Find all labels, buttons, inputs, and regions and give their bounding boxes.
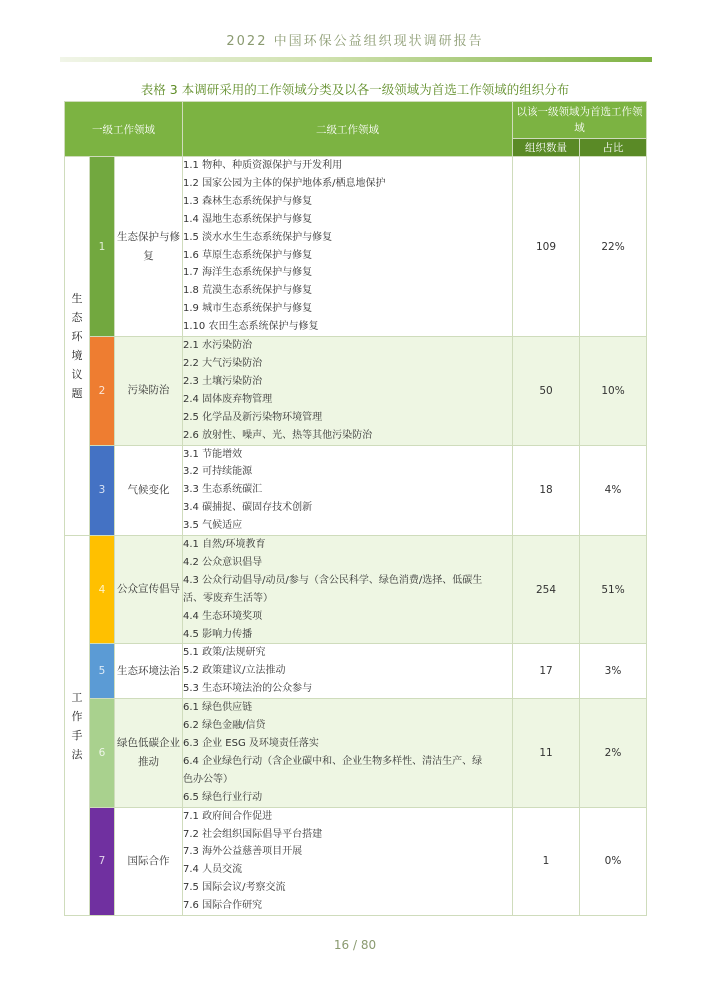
level2-list (183, 699, 513, 807)
category-label: 生态环境议题 (71, 292, 83, 401)
level2-item: 2.6 放射性、噪声、光、热等其他污染防治 (183, 429, 373, 441)
table-row (65, 644, 647, 699)
level2-item: 1.4 湿地生态系统保护与修复 (183, 213, 313, 225)
org-share: 22% (580, 157, 647, 337)
level1-name: 绿色低碳企业推动 (115, 699, 183, 807)
org-share: 2% (580, 699, 647, 807)
level1-number: 2 (90, 337, 115, 445)
level2-item: 2.3 土壤污染防治 (183, 375, 263, 387)
org-count: 50 (513, 337, 580, 445)
header-group: 以该一级领域为首选工作领域 (513, 102, 647, 139)
org-count: 18 (513, 445, 580, 536)
level2-item: 2.5 化学品及新污染物环境管理 (183, 411, 323, 423)
table-row (65, 807, 647, 915)
level2-item: 5.3 生态环境法治的公众参与 (183, 683, 313, 695)
org-share: 51% (580, 536, 647, 644)
header-share: 占比 (580, 139, 647, 157)
level1-name: 气候变化 (115, 445, 183, 536)
level2-list (183, 807, 513, 915)
table-caption: 表格 3 本调研采用的工作领域分类及以各一级领域为首选工作领域的组织分布 (140, 82, 570, 97)
header-level1: 一级工作领域 (65, 102, 183, 157)
level1-name: 国际合作 (115, 807, 183, 915)
level2-item: 1.5 淡水水生生态系统保护与修复 (183, 231, 333, 243)
level2-item: 7.5 国际会议/考察交流 (183, 882, 286, 894)
level2-item: 3.2 可持续能源 (183, 466, 253, 478)
level2-item: 6.5 绿色行业行动 (183, 791, 263, 803)
table-row (65, 445, 647, 536)
org-count: 17 (513, 644, 580, 699)
org-count: 109 (513, 157, 580, 337)
org-count: 254 (513, 536, 580, 644)
level1-number: 6 (90, 699, 115, 807)
category-cell (65, 157, 90, 536)
level2-item: 1.8 荒漠生态系统保护与修复 (183, 285, 313, 297)
level2-list (183, 157, 513, 337)
level2-item: 4.2 公众意识倡导 (183, 556, 263, 568)
level1-name: 污染防治 (115, 337, 183, 445)
level2-item: 3.3 生态系统碳汇 (183, 484, 263, 496)
table-row (65, 157, 647, 337)
level2-item: 4.1 自然/环境教育 (183, 539, 266, 551)
org-count: 11 (513, 699, 580, 807)
level2-item: 1.1 物种、种质资源保护与开发利用 (183, 160, 343, 171)
category-cell (65, 536, 90, 916)
level2-item: 1.2 国家公园为主体的保护地体系/栖息地保护 (183, 177, 386, 189)
level2-item: 3.1 节能增效 (183, 448, 243, 460)
level1-number: 7 (90, 807, 115, 915)
level2-item: 6.4 企业绿色行动（含企业碳中和、企业生物多样性、清洁生产、绿 (183, 755, 483, 767)
work-area-table (64, 101, 647, 916)
header-count: 组织数量 (513, 139, 580, 157)
level1-name: 生态保护与修复 (115, 157, 183, 337)
level1-number: 3 (90, 445, 115, 536)
level2-item: 活、零废弃生活等） (183, 592, 274, 604)
level1-number: 1 (90, 157, 115, 337)
level2-item: 3.5 气候适应 (183, 520, 243, 532)
level1-name: 公众宣传倡导 (115, 536, 183, 644)
level2-item: 6.3 企业 ESG 及环境责任落实 (183, 738, 319, 749)
level2-item: 1.3 森林生态系统保护与修复 (183, 195, 313, 207)
report-title: 2022 中国环保公益组织现状调研报告 (226, 34, 484, 49)
table-row (65, 337, 647, 445)
level2-item: 5.1 政策/法规研究 (183, 647, 266, 659)
level1-number: 5 (90, 644, 115, 699)
level2-item: 5.2 政策建议/立法推动 (183, 665, 286, 677)
org-share: 3% (580, 644, 647, 699)
level2-item: 色办公等） (183, 773, 234, 785)
level2-item: 1.6 草原生态系统保护与修复 (183, 249, 313, 261)
category-label: 工作手法 (71, 690, 83, 761)
page-number: 16 / 80 (333, 938, 377, 952)
level2-item: 4.5 影响力传播 (183, 628, 253, 640)
level2-item: 2.4 固体废弃物管理 (183, 393, 273, 405)
level2-item: 4.4 生态环境奖项 (183, 610, 263, 622)
level2-list (183, 644, 513, 699)
level2-list (183, 337, 513, 445)
level2-item: 2.1 水污染防治 (183, 340, 253, 352)
level2-item: 7.6 国际合作研究 (183, 900, 263, 912)
level2-list (183, 536, 513, 644)
level2-item: 2.2 大气污染防治 (183, 357, 263, 369)
org-share: 4% (580, 445, 647, 536)
level2-list (183, 445, 513, 536)
level2-item: 1.9 城市生态系统保护与修复 (183, 303, 313, 315)
level2-item: 1.7 海洋生态系统保护与修复 (183, 267, 313, 279)
level1-number: 4 (90, 536, 115, 644)
level2-item: 7.4 人员交流 (183, 864, 243, 876)
level2-item: 7.1 政府间合作促进 (183, 810, 273, 822)
org-count: 1 (513, 807, 580, 915)
header-level2: 二级工作领域 (183, 102, 513, 157)
level2-item: 6.1 绿色供应链 (183, 702, 253, 714)
level2-item: 3.4 碳捕捉、碳固存技术创新 (183, 502, 313, 514)
level2-item: 4.3 公众行动倡导/动员/参与（含公民科学、绿色消费/选择、低碳生 (183, 574, 483, 586)
level2-item: 7.2 社会组织国际倡导平台搭建 (183, 828, 323, 840)
org-share: 10% (580, 337, 647, 445)
level2-item: 7.3 海外公益慈善项目开展 (183, 846, 303, 858)
level2-item: 6.2 绿色金融/信贷 (183, 720, 266, 732)
org-share: 0% (580, 807, 647, 915)
table-row (65, 699, 647, 807)
level2-item: 1.10 农田生态系统保护与修复 (183, 321, 319, 333)
header-divider (60, 57, 652, 62)
level1-name: 生态环境法治 (115, 644, 183, 699)
table-row (65, 536, 647, 644)
